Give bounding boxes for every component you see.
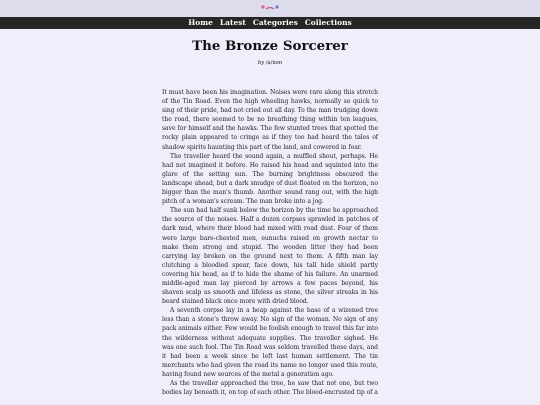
story-paragraph: The traveller heard the sound again, a muffled shout, perhaps. He had not imagined it before. He raised his head and squinted into the glare of the setting sun. The burning brightness obscured the landscape ahead, but a dark smudge of dust floated on the horizon, no bigger than the man's thumb. Another sound rang out, with the high pitch of a woman's scream. The man broke into a jog. — [162, 152, 378, 206]
site-logo-icon[interactable] — [259, 4, 281, 12]
story-body — [162, 88, 378, 397]
story-paragraph: A seventh corpse lay in a heap against the base of a wizened tree less than a stone's throw away. No sign of the woman. No sign of any pack animals either. Few would be foolish enough to travel this far into the wilderness without adequate supplies. The traveller sighed. He was one such fool. The Tin Road was seldom travelled these days, and it had been a week since he left last human settlement. The tin merchants who had given the road its name no longer used this route, having found new sources of the metal a generation ago. — [162, 307, 378, 378]
story-paragraph: It must have been his imagination. Noises were rare along this stretch of the Tin Road. Even the high wheeling hawks, normally so quick to sing of their pride, had not cried out all day. To the man trudging down the road, there seemed to be no breathing thing within ten leagues, save for himself and the hawks. The few stunted trees that spotted the rocky plain appeared to cringe as if they too had heard the tales of shadow spirits haunting this part of the land, and cowered in fear. — [162, 89, 378, 151]
story-paragraph: The sun had half sunk below the horizon by the time he approached the source of the noises. Half a dozen corpses sprawled in patches of dark mud, where their blood had mixed with road dust. Four of them were large bare-chested men, eunuchs raised on growth nectar to make them strong and stupid. The wooden litter they had been carrying lay broken on the ground next to them. A fifth man lay clutching a bloodied spear, face down, his tall hide shield partly covering his head, as if to hide the shame of his failure. An unarmed middle-aged man lay pierced by arrows a few paces beyond, his shaven scalp as smooth and lifeless as stone, the silver streaks in his beard stained black once more with dried blood. — [162, 207, 378, 306]
byline-prefix: by — [257, 60, 265, 66]
top-banner — [0, 0, 540, 17]
story-paragraph: As the traveller approached the tree, he saw that not one, but two bodies lay beneath it, on top of each other. The blood-encrusted tip of a — [162, 380, 378, 397]
nav-home-link[interactable]: Home — [188, 18, 213, 27]
author-link[interactable]: /a/non — [265, 60, 283, 66]
nav-collections-link[interactable]: Collections — [304, 18, 352, 27]
nav-latest-link[interactable]: Latest — [219, 18, 246, 27]
main-nav — [0, 17, 540, 29]
nav-categories-link[interactable]: Categories — [252, 18, 298, 27]
story-byline — [0, 60, 540, 67]
story-title: The Bronze Sorcerer — [192, 38, 348, 54]
